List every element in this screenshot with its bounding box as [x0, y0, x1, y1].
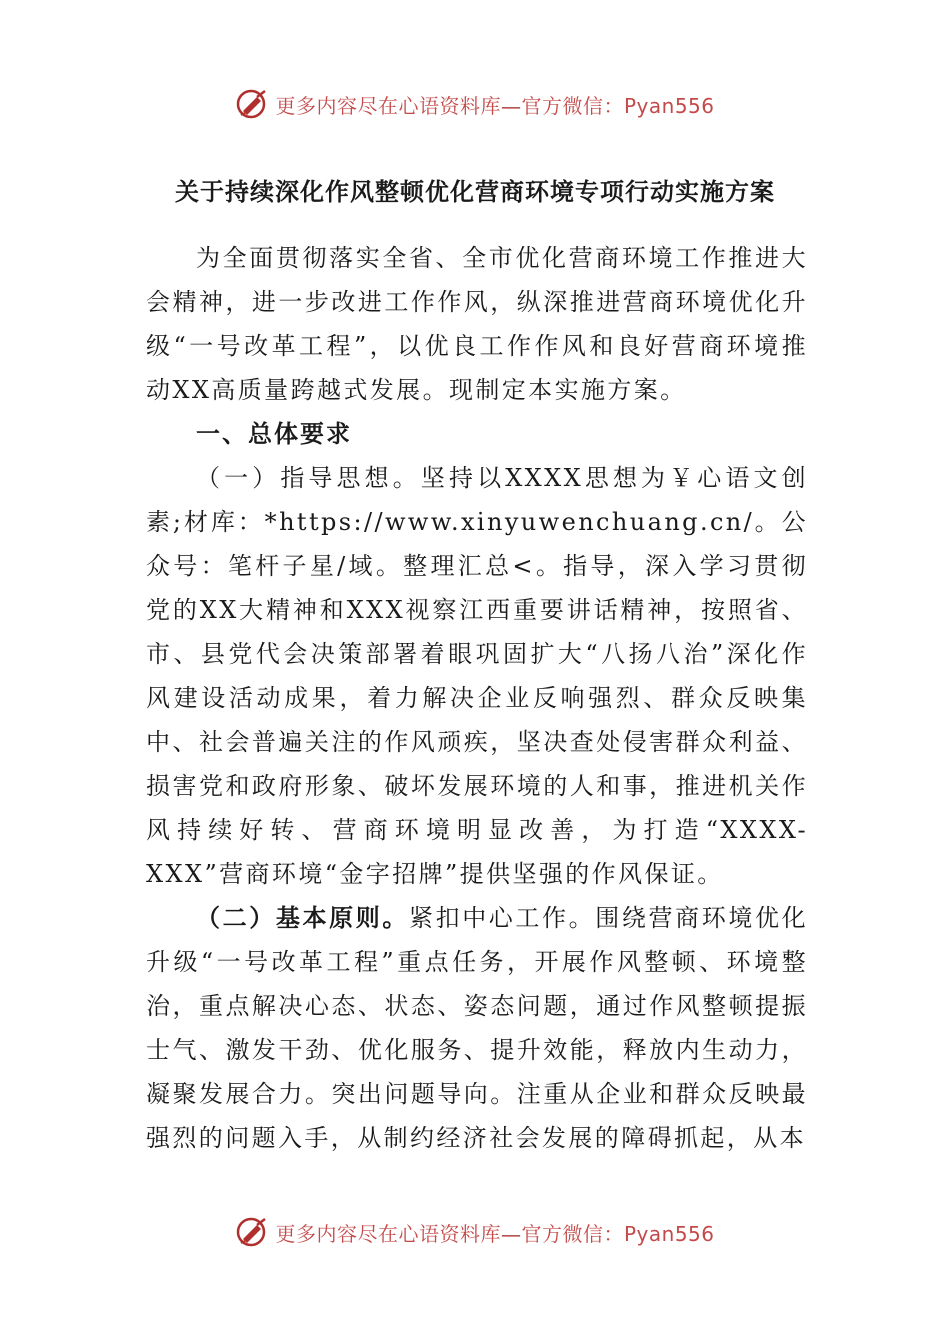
watermark-text: 更多内容尽在心语资料库—官方微信：Pyan556: [275, 1221, 715, 1246]
document-title: 关于持续深化作风整顿优化营商环境专项行动实施方案: [175, 177, 775, 206]
guiding-thought-paragraph: （一）指导思想。坚持以XXXX思想为￥心语文创素;材库：*https://www.xinyuwenchuang.cn/。公众号：笔杆子星/域。整理汇总<。指导，深入学习贯彻党的XX大精神和XXX视察江西重要讲话精神，按照省、市、县党代会决策部署着眼巩固扩大“八扬八治”深化作风建设活动成果，着力解决企业反响强烈、群众反映集中、社会普遍关注的作风顽疾，坚决查处侵害群众利益、损害党和政府形象、破坏发展环境的人和事，推进机关作风持续好转、营商环境明显改善，为打造“XXXX-XXX”营商环境“金字招牌”提供坚强的作风保证。: [146, 464, 808, 888]
pen-logo-icon: [235, 1215, 269, 1249]
watermark-text: 更多内容尽在心语资料库—官方微信：Pyan556: [275, 93, 715, 118]
intro-paragraph: 为全面贯彻落实全省、全市优化营商环境工作推进大会精神，进一步改进工作作风，纵深推进营商环境优化升级“一号改革工程”，以优良工作作风和良好营商环境推动XX高质量跨越式发展。现制定本实施方案。: [146, 244, 808, 404]
principles-label: （二）基本原则。: [196, 903, 409, 932]
principles-paragraph: [146, 896, 808, 1160]
principles-text: 紧扣中心工作。围绕营商环境优化升级“一号改革工程”重点任务，开展作风整顿、环境整治，重点解决心态、状态、姿态问题，通过作风整顿提振士气、激发干劲、优化服务、提升效能，释放内生动力，凝聚发展合力。突出问题导向。注重从企业和群众反映最强烈的问题入手，从制约经济社会发展的障碍抓起，从本: [146, 904, 809, 1152]
section-heading: 一、总体要求: [196, 419, 352, 448]
footer-watermark: [0, 1212, 950, 1252]
header-watermark: [0, 84, 950, 124]
pen-logo-icon: [235, 87, 269, 121]
document-body: [146, 236, 808, 1160]
